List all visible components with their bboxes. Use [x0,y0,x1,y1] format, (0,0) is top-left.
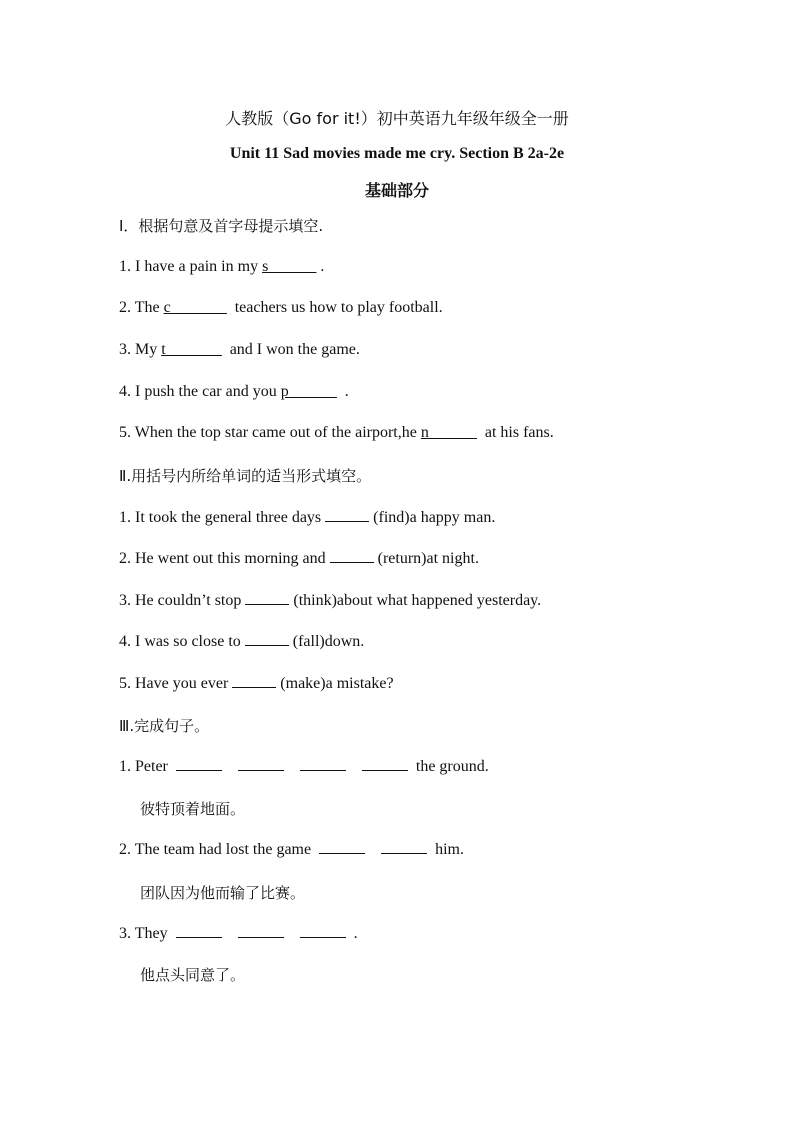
answer-blank[interactable] [319,840,365,854]
question-text: (return)at night. [373,550,479,567]
answer-blank[interactable] [330,549,374,563]
question-text: I push the car and you [135,383,281,400]
worksheet-title: 人教版（Go for it!）初中英语九年级年级全一册 [225,109,569,128]
question-text: the ground. [415,758,489,775]
question-text: He couldn’t stop [135,592,246,609]
question-number: 5. [119,424,131,441]
s2-question-5 [119,674,394,693]
answer-blank[interactable]: c_______ [163,299,227,316]
s1-question-5 [119,424,554,442]
answer-blank[interactable] [176,757,222,771]
answer-blank[interactable] [238,924,284,938]
answer-blank[interactable]: s______ [262,258,317,275]
question-text: teachers us how to play football. [226,299,443,316]
question-number: 3. [119,341,131,358]
unit-subtitle: Unit 11 Sad movies made me cry. Section B 2a-2e [229,145,565,162]
answer-blank[interactable] [325,508,369,522]
s1-question-2 [119,299,443,317]
section-3-heading: Ⅲ.完成句子。 [119,717,210,735]
s2-question-1 [119,508,495,527]
question-number: 3. [119,592,131,609]
question-text: Peter [135,758,168,775]
first-letter-hint: s [262,258,269,275]
answer-blank[interactable] [381,840,427,854]
question-text: . [336,383,349,400]
question-text: him. [435,841,464,858]
answer-blank[interactable]: t_______ [161,341,222,358]
answer-blank[interactable] [300,757,346,771]
section-1-heading: Ⅰ．根据句意及首字母提示填空. [119,217,324,235]
question-number: 1. [119,258,131,275]
question-number: 2. [119,550,131,567]
question-text: Have you ever [135,675,233,692]
question-number: 4. [119,383,131,400]
question-number: 2. [119,841,131,858]
question-text: (make)a mistake? [276,675,394,692]
s3-question-2 [119,840,464,859]
first-letter-hint: c [163,299,171,316]
question-text: and I won the game. [221,341,360,358]
question-text: The team had lost the game [134,841,312,858]
question-text: (think)about what happened yesterday. [289,592,542,609]
s3-translation-2: 团队因为他而输了比赛。 [140,884,306,902]
s1-question-3 [119,341,360,359]
question-text: My [135,341,162,358]
question-number: 5. [119,675,131,692]
s3-translation-1: 彼特顶着地面。 [140,800,246,818]
first-letter-hint: p [280,383,289,400]
question-number: 2. [119,299,131,316]
question-text: It took the general three days [135,509,326,526]
question-text: When the top star came out of the airport,he [134,424,421,441]
section-2-heading: Ⅱ.用括号内所给单词的适当形式填空。 [119,467,372,485]
question-text: at his fans. [476,424,554,441]
question-text: . [353,925,358,942]
s1-question-4 [119,383,349,401]
question-text: (fall)down. [288,633,365,650]
answer-blank[interactable] [238,757,284,771]
first-letter-hint: t [161,341,166,358]
question-text: . [316,258,325,275]
question-number: 1. [119,509,131,526]
answer-blank[interactable]: n______ [420,424,477,441]
answer-blank[interactable] [300,924,346,938]
question-text: He went out this morning and [135,550,330,567]
question-number: 4. [119,633,131,650]
answer-blank[interactable] [232,674,276,688]
s2-question-2 [119,549,479,568]
question-text: The [134,299,164,316]
s3-translation-3: 他点头同意了。 [140,966,246,984]
question-number: 3. [119,925,131,942]
question-text: (find)a happy man. [369,509,496,526]
s1-question-1 [119,258,324,276]
s3-question-3 [119,924,358,943]
answer-blank[interactable] [176,924,222,938]
question-text: I was so close to [135,633,245,650]
question-number: 1. [119,758,131,775]
answer-blank[interactable] [245,591,289,605]
s2-question-4 [119,632,364,651]
part-heading: 基础部分 [364,181,429,200]
question-text: They [134,925,168,942]
answer-blank[interactable] [245,632,289,646]
s3-question-1 [119,757,489,776]
s2-question-3 [119,591,541,610]
answer-blank[interactable] [362,757,408,771]
answer-blank[interactable]: p______ [280,383,337,400]
question-text: I have a pain in my [135,258,263,275]
first-letter-hint: n [420,424,429,441]
